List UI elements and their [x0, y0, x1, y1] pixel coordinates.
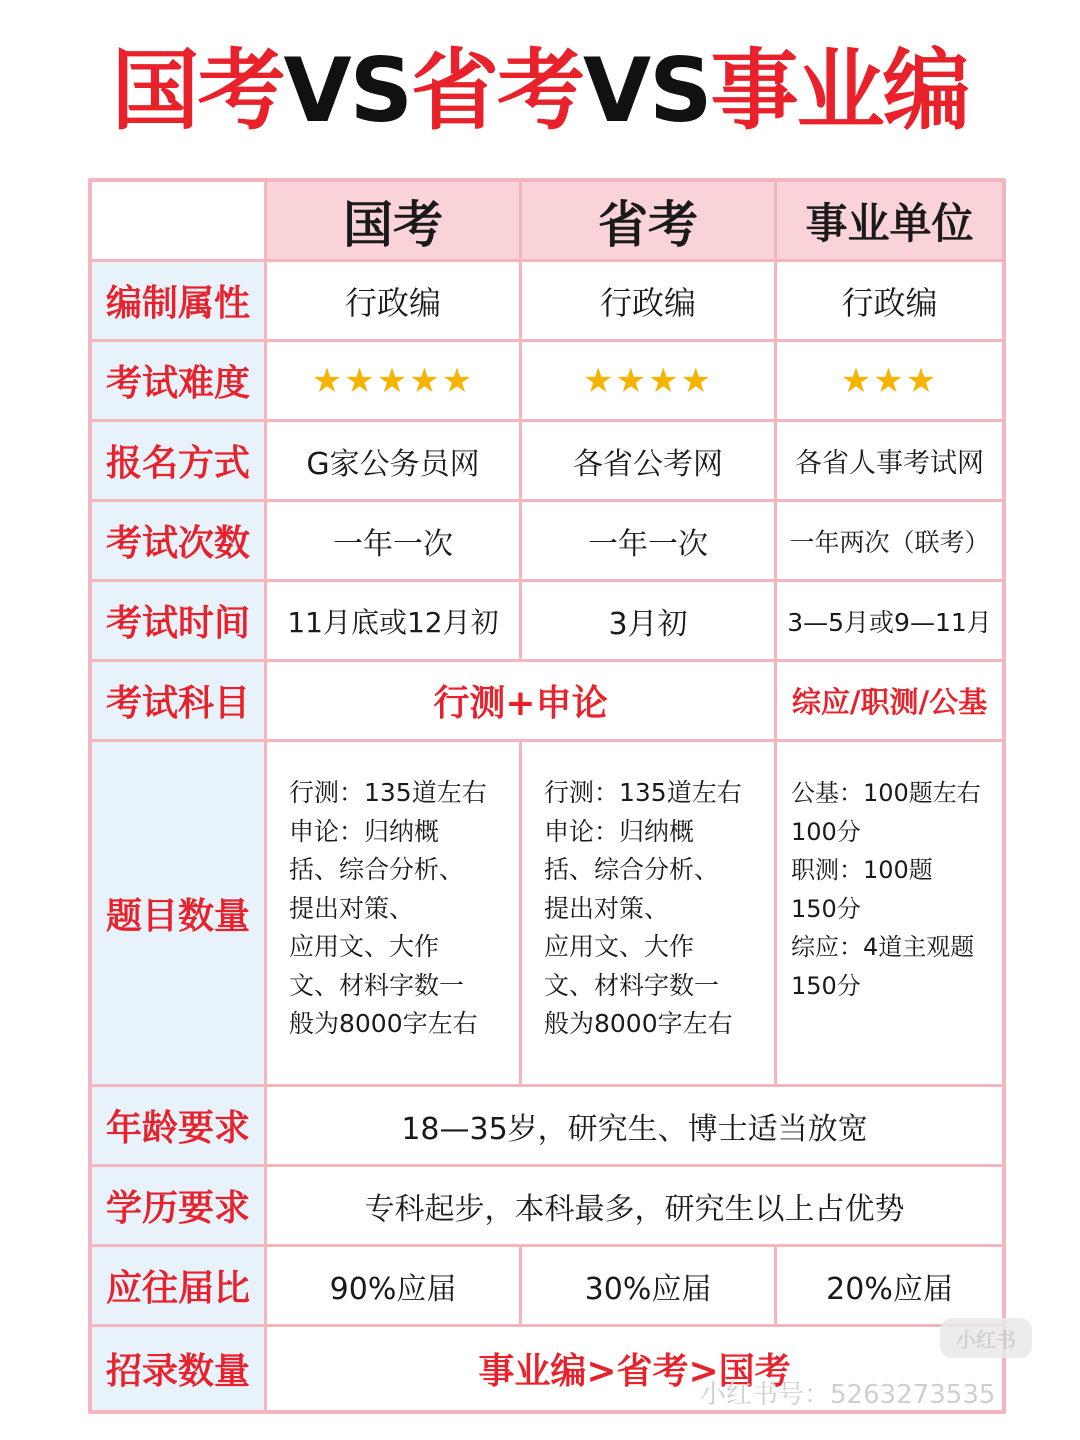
comparison-table: [88, 178, 1006, 1414]
times-shengkao: 一年一次: [522, 502, 774, 579]
questions-shiye-lines: [791, 774, 981, 1005]
row-label-subjects: 考试科目: [92, 662, 264, 739]
signup-shengkao: 各省公考网: [522, 422, 774, 499]
question-line: 公基：100题左右: [791, 779, 981, 807]
question-line: 综应：4道主观题: [791, 933, 975, 961]
question-line: 行测：135道左右: [289, 778, 487, 807]
question-line: 般为8000字左右: [289, 1009, 478, 1038]
times-shiye: 一年两次（联考）: [777, 502, 1002, 579]
corner-cell: [92, 182, 264, 259]
header-shengkao: 省考: [522, 182, 774, 259]
row-label-ratio: 应往届比: [92, 1247, 264, 1324]
questions-shengkao: [522, 742, 774, 1084]
ratio-shiye: 20%应届: [777, 1247, 1002, 1324]
row-label-hiring: 招录数量: [92, 1327, 264, 1410]
ratio-shengkao: 30%应届: [522, 1247, 774, 1324]
date-shiye: 3—5月或9—11月: [777, 582, 1002, 659]
question-line: 申论：归纳概: [544, 816, 695, 846]
watermark-id: 小红书号：5263273535: [700, 1380, 996, 1410]
subjects-shiye: 综应/职测/公基: [777, 662, 1002, 739]
question-line: 150分: [791, 971, 861, 1000]
row-label-questions: 题目数量: [92, 742, 264, 1084]
question-line: 文、材料字数一: [289, 970, 465, 1000]
title-guokao: 国考: [111, 39, 284, 142]
questions-guokao-lines: [289, 774, 487, 1044]
question-line: 括、综合分析、: [544, 855, 720, 884]
question-line: 文、材料字数一: [544, 970, 720, 1000]
page-title: [0, 36, 1080, 146]
question-line: 提出对策、: [544, 893, 670, 923]
question-line: 括、综合分析、: [289, 855, 465, 884]
question-line: 100分: [791, 817, 861, 846]
date-shengkao: 3月初: [522, 582, 774, 659]
row-label-attr: 编制属性: [92, 262, 264, 339]
header-guokao: 国考: [267, 182, 519, 259]
row-label-difficulty: 考试难度: [92, 342, 264, 419]
question-line: 应用文、大作: [289, 932, 440, 961]
attr-shiye: 行政编: [777, 262, 1002, 339]
ratio-guokao: 90%应届: [267, 1247, 519, 1324]
difficulty-stars-shiye: ★★★: [777, 342, 1002, 419]
question-line: 申论：归纳概: [289, 816, 440, 846]
row-label-date: 考试时间: [92, 582, 264, 659]
brand-watermark: 小红书: [940, 1318, 1032, 1358]
title-vs-2: VS: [583, 39, 711, 142]
header-shiye: 事业单位: [777, 182, 1002, 259]
question-line: 150分: [791, 894, 861, 923]
title-vs-1: VS: [283, 39, 411, 142]
question-line: 提出对策、: [289, 893, 415, 923]
questions-guokao: [267, 742, 519, 1084]
row-label-age: 年龄要求: [92, 1087, 264, 1164]
edu-merged: 专科起步，本科最多，研究生以上占优势: [267, 1167, 1002, 1244]
signup-guokao: G家公务员网: [267, 422, 519, 499]
attr-shengkao: 行政编: [522, 262, 774, 339]
row-label-signup: 报名方式: [92, 422, 264, 499]
question-line: 般为8000字左右: [544, 1009, 733, 1038]
questions-shengkao-lines: [544, 774, 742, 1044]
row-label-times: 考试次数: [92, 502, 264, 579]
question-line: 应用文、大作: [544, 932, 695, 961]
hiring-merged: 事业编>省考>国考: [267, 1327, 1002, 1410]
question-line: 行测：135道左右: [544, 778, 742, 807]
row-label-edu: 学历要求: [92, 1167, 264, 1244]
age-merged: 18—35岁，研究生、博士适当放宽: [267, 1087, 1002, 1164]
question-line: 职测：100题: [791, 856, 933, 884]
subjects-guokao-shengkao: 行测+申论: [267, 662, 774, 739]
difficulty-stars-guokao: ★★★★★: [267, 342, 519, 419]
date-guokao: 11月底或12月初: [267, 582, 519, 659]
difficulty-stars-shengkao: ★★★★: [522, 342, 774, 419]
attr-guokao: 行政编: [267, 262, 519, 339]
questions-shiye: [777, 742, 1002, 1084]
title-shiyebian: 事业编: [710, 39, 969, 142]
title-shengkao: 省考: [410, 39, 583, 142]
times-guokao: 一年一次: [267, 502, 519, 579]
signup-shiye: 各省人事考试网: [777, 422, 1002, 499]
